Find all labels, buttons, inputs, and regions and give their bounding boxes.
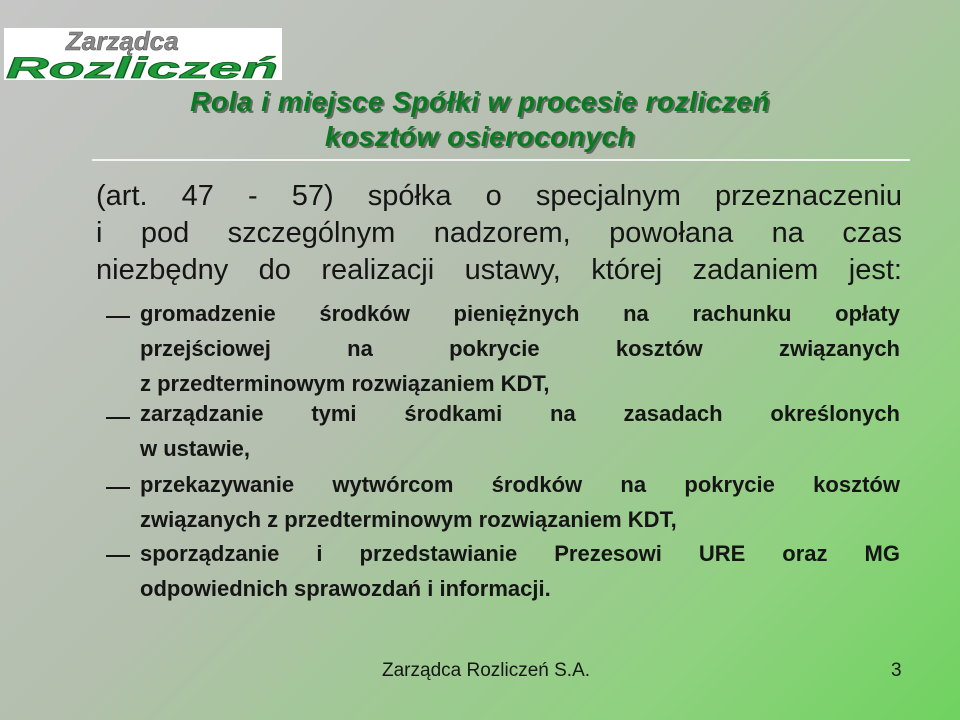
list-item: sporządzanie i przedstawianie Prezesowi URE oraz MG odpowiednich sprawozdań i informacji. — [140, 541, 900, 601]
bullet-dash — [106, 417, 130, 419]
slide-title-line2: kosztów osieroconych — [324, 121, 636, 152]
intro-paragraph — [96, 178, 902, 289]
bullet-dash — [106, 316, 130, 318]
logo-line2: Rozliczeń — [6, 52, 278, 80]
list-item: zarządzanie tymi środkami na zasadach określonych w ustawie, — [140, 401, 900, 461]
intro-line: niezbędny do realizacji ustawy, której zadaniem jest: — [96, 254, 902, 286]
bullet-dash — [106, 555, 130, 557]
intro-line: i pod szczególnym nadzorem, powołana na czas — [96, 217, 902, 249]
title-divider — [92, 159, 910, 161]
page-number: 3 — [891, 660, 902, 681]
logo-line1: Zarządca — [66, 28, 179, 56]
footer-company: Zarządca Rozliczeń S.A. — [382, 660, 591, 681]
intro-line: (art. 47 - 57) spółka o specjalnym przeznaczeniu — [96, 180, 902, 212]
list-item: przekazywanie wytwórcom środków na pokrycie kosztów związanych z przedterminowym rozwiązaniem KDT, — [140, 472, 900, 532]
bullet-dash — [106, 487, 130, 489]
company-logo — [4, 28, 282, 80]
list-item: gromadzenie środków pieniężnych na rachunku opłaty przejściowej na pokrycie kosztów związanych z przedterminowym rozwiązaniem KDT, — [140, 301, 900, 396]
slide-title-line1: Rola i miejsce Spółki w procesie rozliczeń — [190, 86, 770, 117]
